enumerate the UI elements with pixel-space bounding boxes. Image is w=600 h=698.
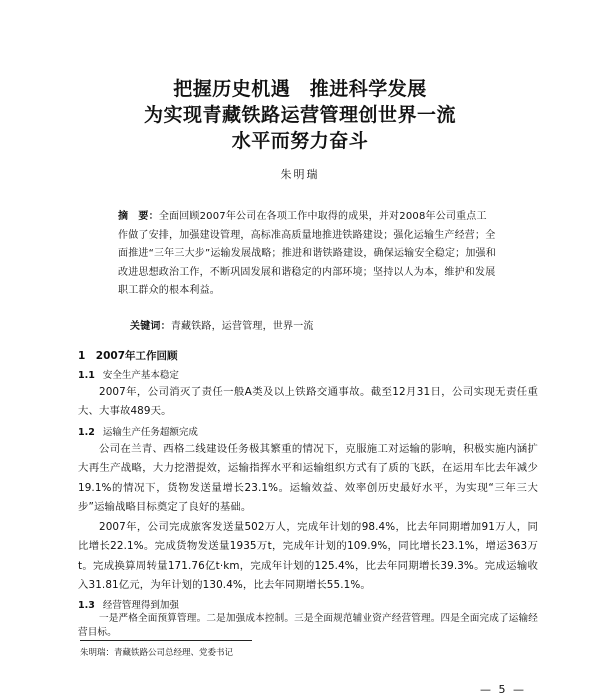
section-heading-1-1 xyxy=(78,367,179,381)
author-name: 朱明瑞 xyxy=(280,168,320,181)
keywords-label: 关键词： xyxy=(130,321,171,332)
section-heading-1-2 xyxy=(78,424,198,438)
footnote-rule xyxy=(80,640,252,641)
abstract-label: 摘 要： xyxy=(118,211,159,222)
footnote: 朱明瑞：青藏铁路公司总经理、党委书记 xyxy=(80,648,234,658)
section-heading-1: 1 2007年工作回顾 xyxy=(78,350,178,362)
page-number: — 5 — xyxy=(480,683,526,696)
title-line-1: 把握历史机遇 推进科学发展 xyxy=(173,78,427,100)
keywords-text: 青藏铁路，运营管理，世界一流 xyxy=(170,321,314,332)
paragraph-transport-overview: 公司在兰青、西格二线建设任务极其繁重的情况下，克服施工对运输的影响，积极实施内涵扩大再生产战略，大力挖潜提效，运输指挥水平和运输组织方式有了质的飞跃，在运用车比去年减少19.1%的情况下，货物发送量增长23.1%。运输效益、效率创历史最好水平，为实现“三年三大步”运输战略目标奠定了良好的基础。 xyxy=(78,443,538,513)
section-number: 1.2 xyxy=(78,427,95,438)
section-heading-1-3 xyxy=(78,597,179,611)
title-line-3: 水平而努力奋斗 xyxy=(231,130,369,152)
paragraph-transport-figures: 2007年，公司完成旅客发送量502万人，完成年计划的98.4%，比去年同期增加91万人，同比增长22.1%。完成货物发送量1935万t，完成年计划的109.9%，同比增长23.1%，增运363万t。完成换算周转量171.76亿t·km，完成年计划的125.4%，比去年同期增长39.3%。完成运输收入31.81亿元，为年计划的130.4%，比去年同期增长55.1%。 xyxy=(78,521,538,591)
section-number: 1.3 xyxy=(78,600,95,611)
keywords-block xyxy=(130,318,508,337)
section-title: 经营管理得到加强 xyxy=(102,600,179,611)
paragraph-management: 一是严格全面预算管理。二是加强成本控制。三是全面规范辅业资产经营管理。四是全面完成了运输经营目标。 xyxy=(78,613,538,638)
section-title: 安全生产基本稳定 xyxy=(102,370,179,381)
title-line-2: 为实现青藏铁路运营管理创世界一流 xyxy=(143,104,456,126)
abstract-block xyxy=(118,208,496,301)
paragraph-safety: 2007年，公司消灭了责任一般A类及以上铁路交通事故。截至12月31日，公司实现无责任重大、大事故489天。 xyxy=(78,386,538,418)
section-title: 运输生产任务超额完成 xyxy=(102,427,198,438)
section-number: 1.1 xyxy=(78,370,95,381)
abstract-text: 全面回顾2007年公司在各项工作中取得的成果，并对2008年公司重点工作做了安排，加强建设管理，高标准高质量地推进铁路建设；强化运输生产经营；全面推进“三年三大步”运输发展战略；推进和谐铁路建设，确保运输安全稳定；加强和改进思想政治工作，不断巩固发展和谐稳定的内部环境；坚持以人为本，维护和发展职工群众的根本利益。 xyxy=(118,211,496,296)
